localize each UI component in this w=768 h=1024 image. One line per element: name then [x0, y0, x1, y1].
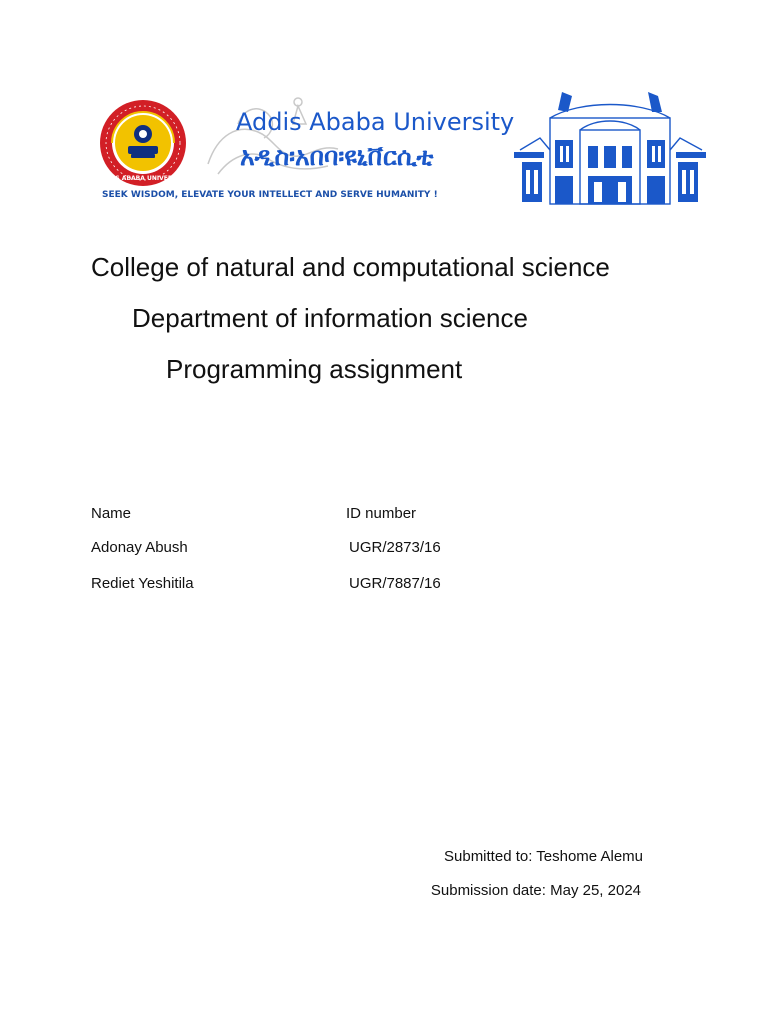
member-id: UGR/2873/16	[349, 539, 441, 556]
member-name: Adonay Abush	[91, 539, 188, 556]
name-column-header: Name	[91, 505, 132, 522]
university-name-amharic: አዲስ፡አበባ፡ዩኒቨርሲቲ	[240, 142, 434, 171]
university-building-icon	[510, 90, 710, 208]
college-heading: College of natural and computational science	[91, 252, 610, 282]
university-seal-icon	[98, 98, 188, 188]
id-column-header: ID number	[346, 505, 417, 522]
university-name: Addis Ababa University	[236, 108, 515, 136]
member-name: Rediet Yeshitila	[91, 575, 194, 592]
university-motto: SEEK WISDOM, ELEVATE YOUR INTELLECT AND SERVE HUMANITY !	[102, 190, 438, 200]
assignment-heading: Programming assignment	[166, 354, 463, 384]
submission-date: Submission date: May 25, 2024	[430, 882, 641, 899]
submitted-to: Submitted to: Teshome Alemu	[444, 848, 643, 865]
university-banner	[98, 90, 710, 210]
member-id: UGR/7887/16	[349, 575, 441, 592]
department-heading: Department of information science	[132, 303, 528, 333]
seal-text: ADDIS ABABA UNIVERSITY	[98, 175, 188, 182]
